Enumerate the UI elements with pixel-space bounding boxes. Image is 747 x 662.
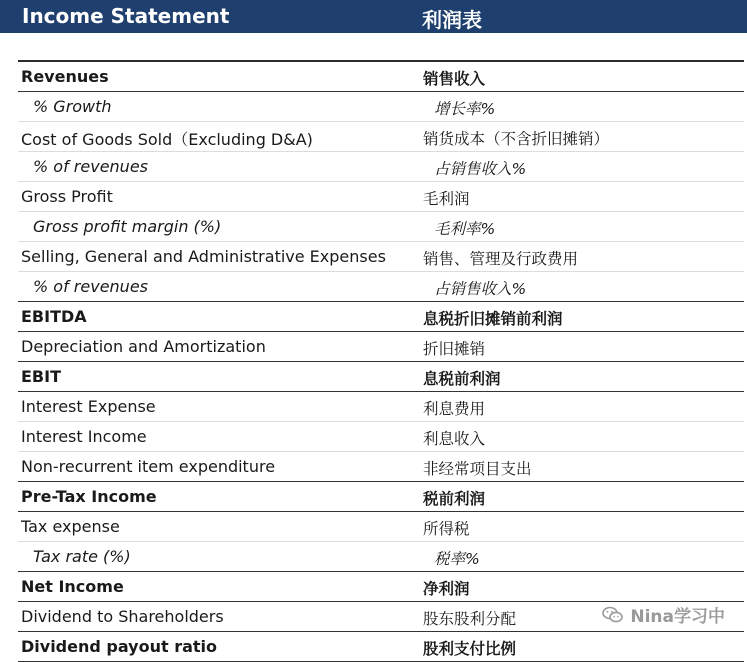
row-label-cn: 非经常项目支出 [423,460,532,478]
header-title-cn: 利润表 [422,8,482,32]
row-label-cn: 销售、管理及行政费用 [423,250,579,268]
row-label-en: % of revenues [33,277,148,296]
watermark-text: Nina学习中 [630,607,725,627]
row-label-en: Cost of Goods Sold（Excluding D&A) [21,130,313,149]
table-row [18,272,744,302]
row-label-cn: 利息收入 [423,430,486,448]
table-row [18,152,744,182]
table-row [18,512,744,542]
row-label-cn: 占销售收入% [434,280,527,298]
table-row [18,242,744,272]
row-label-cn: 折旧摊销 [423,340,486,358]
row-label-en: Dividend payout ratio [21,637,217,656]
table-row [18,332,744,362]
table-row [18,392,744,422]
row-label-en: Gross Profit [21,187,113,206]
row-label-cn: 销货成本（不含折旧摊销） [423,130,610,148]
row-label-cn: 占销售收入% [434,160,527,178]
income-statement-table [18,60,744,662]
row-label-cn: 息税前利润 [423,370,501,388]
row-label-cn: 税率% [434,550,480,568]
table-row [18,182,744,212]
row-label-cn: 毛利润 [423,190,470,208]
row-label-cn: 息税折旧摊销前利润 [423,310,563,328]
table-header [0,0,747,33]
row-label-cn: 销售收入 [423,70,486,88]
row-label-en: Tax rate (%) [33,547,131,566]
table-row [18,542,744,572]
row-label-en: Dividend to Shareholders [21,607,224,626]
row-label-en: Selling, General and Administrative Expenses [21,247,386,266]
table-row [18,122,744,152]
row-label-cn: 税前利润 [423,490,486,508]
row-label-cn: 利息费用 [423,400,486,418]
table-row [18,362,744,392]
row-label-en: Interest Income [21,427,147,446]
row-label-en: EBITDA [21,307,87,326]
row-label-en: Interest Expense [21,397,156,416]
row-label-en: EBIT [21,367,61,386]
row-label-en: Gross profit margin (%) [33,217,222,236]
row-label-cn: 净利润 [423,580,470,598]
table-row [18,632,744,662]
table-row [18,422,744,452]
row-label-cn: 股东股利分配 [423,610,517,628]
row-label-en: Non-recurrent item expenditure [21,457,276,476]
table-row [18,482,744,512]
row-label-en: % of revenues [33,157,148,176]
row-label-en: % Growth [33,97,112,116]
row-label-en: Depreciation and Amortization [21,337,266,356]
row-label-en: Net Income [21,577,124,596]
table-row [18,452,744,482]
table-row [18,572,744,602]
row-label-en: Tax expense [21,517,120,536]
row-label-en: Revenues [21,67,109,86]
row-label-cn: 股利支付比例 [423,640,517,658]
row-label-cn: 所得税 [423,520,470,538]
table-row [18,302,744,332]
wechat-icon [602,606,624,624]
header-title-en: Income Statement [22,4,230,28]
row-label-cn: 增长率% [434,100,496,118]
table-row [18,212,744,242]
table-row [18,92,744,122]
table-row [18,60,744,92]
row-label-en: Pre-Tax Income [21,487,157,506]
watermark [602,602,725,627]
row-label-cn: 毛利率% [434,220,496,238]
